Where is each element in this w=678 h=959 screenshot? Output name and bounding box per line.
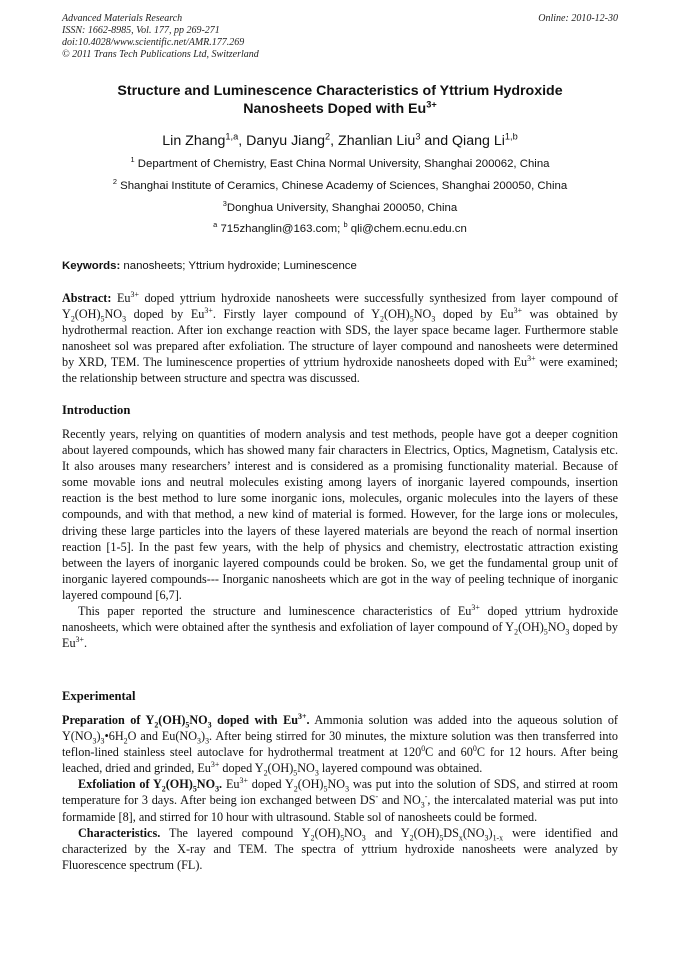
journal-header [62, 13, 618, 61]
experimental-body [62, 712, 618, 873]
doi-line: doi:10.4028/www.scientific.net/AMR.177.269 [62, 37, 245, 48]
journal-name: Advanced Materials Research [62, 13, 183, 24]
paper-title [62, 82, 618, 118]
issn-line: ISSN: 1662-8985, Vol. 177, pp 269-271 [62, 25, 220, 36]
affiliation-2: $^2$ Shanghai Institute of Ceramics, Chinese Academy of Sciences, Shanghai 200050, China [112, 177, 568, 192]
online-date: Online: 2010-12-30 [538, 13, 618, 24]
author-name: and Qiang Li [420, 133, 505, 149]
author-list: Lin Zhang$^{1,a}$, Danyu Jiang$^2$, Zhanlian Liu$^3$ and Qiang Li$^{1,b}$ [162, 131, 518, 149]
affiliation-1: $^1$ Department of Chemistry, East China Normal University, Shanghai 200062, China [130, 155, 550, 170]
author-name: , Danyu Jiang [238, 133, 325, 149]
affiliation-3: $^3$Donghua University, Shanghai 200050, China [222, 199, 458, 214]
exfoliation-paragraph: Exfoliation of $Y_2(OH)_5NO_3$. $Eu^{3+}$ doped $Y_2(OH)_5NO_3$ was put into the solution of SDS, and stirred at room temperature for 3 days. After being ion exchanged between DS- and $NO_3^-$, the intercalated material was put into formamide [8], and stirred for 10 hour with ultrasound. Stable sol of nanosheets could be formed. [62, 776, 618, 824]
characteristics-paragraph: Characteristics. The layered compound $Y_2(OH)_5NO_3$ and $Y_2(OH)_5DS_x(NO_3)_{1-x}$ were identified and characterized by the X-ray and TEM. The spectra of yttrium hydroxide nanosheets were analyzed by Fluorescence spectrum (FL). [62, 825, 618, 872]
introduction-body [62, 426, 618, 651]
preparation-label: Preparation of $Y_2(OH)_5NO_3$ doped with $Eu^{3+}$. [62, 711, 310, 730]
abstract-label: Abstract: [62, 291, 112, 305]
title-line-1: Structure and Luminescence Characteristics of Yttrium Hydroxide [117, 83, 563, 99]
exfoliation-label: Exfoliation of $Y_2(OH)_5NO_3$. [78, 777, 223, 794]
preparation-paragraph: Preparation of $Y_2(OH)_5NO_3$ doped with $Eu^{3+}$. Ammonia solution was added into the aqueous solution of $Y(NO_3)_3•6H_2O$ and $Eu(NO_3)_3$. After being stirred for 30 minutes, the mixture solution was then transferred into teflon-lined stainless steel autoclave for hydrothermal treatment at $120^0C$ and $60^0C$ for 12 hours. After being leached, dried and grinded, $Eu^{3+}$ doped $Y_2(OH)_5NO_3$ layered compound was obtained. [62, 711, 618, 778]
author-name: Lin Zhang [162, 133, 226, 149]
section-heading-experimental: Experimental [62, 689, 136, 703]
copyright-line: © 2011 Trans Tech Publications Ltd, Switzerland [62, 49, 259, 60]
author-name: , Zhanlian Liu [330, 133, 416, 149]
intro-paragraph-1: Recently years, relying on quantities of modern analysis and test methods, people have got a deeper cognition about layered compounds, which has showed many fair characters in Electrics, Optics, Magnetism, Catalysis etc. It also arouses many researchers’ interest and is considered as a promising functionality material. Because of some movable ions and neutral molecules existing among layers of inorganic layered compounds, insertion reaction is the best method to lure some inorganic ions, molecules, organic molecules into the layers of these compounds, and with that method, a new kind of material is formed. However, for the large ions or molecules, driving these large particles into the layers of these layered materials are beyond the reach of normal insertion reaction [1-5]. In the past few years, with the help of physics and chemistry, electrostatic attraction existing between the layers of inorganic layered compounds could be broken. So, we get the fundamental group unit of inorganic layered compounds--- Inorganic nanosheets which are got in the way of peeling technique of inorganic layered compound [6,7]. [62, 427, 618, 602]
intro-paragraph-2: This paper reported the structure and luminescence characteristics of $Eu^{3+}$ doped yttrium hydroxide nanosheets, which were obtained after the synthesis and exfoliation of layer compound of $Y_2(OH)_5NO_3$ doped by $Eu^{3+}$. [62, 602, 619, 651]
keywords-line: Keywords: nanosheets; Yttrium hydroxide; Luminescence [62, 260, 357, 272]
title-line-2: Nanosheets Doped with $Eu^{3+}$ [243, 99, 437, 117]
email-line: $^a$ 715zhanglin@163.com; $^b$ qli@chem.ecnu.edu.cn [213, 220, 467, 235]
keywords-label: Keywords: [62, 260, 121, 272]
abstract: Abstract: $Eu^{3+}$ doped yttrium hydroxide nanosheets were successfully synthesized from layer compound of $Y_2(OH)_5NO_3$ doped by $Eu^{3+}$. Firstly layer compound of $Y_2(OH)_5NO_3$ doped by $Eu^{3+}$ was obtained by hydrothermal reaction. After ion exchange reaction with SDS, the layer space became lager. Furthermore stable nanosheet sol was prepared after exfoliation. The structure of layer compound and nanosheets were determined by XRD, TEM. The luminescence properties of yttrium hydroxide nanosheets doped with $Eu^{3+}$ were examined; the relationship between structure and spectra was discussed. [62, 289, 618, 386]
characteristics-label: Characteristics. [78, 825, 161, 840]
section-heading-introduction: Introduction [62, 403, 131, 417]
